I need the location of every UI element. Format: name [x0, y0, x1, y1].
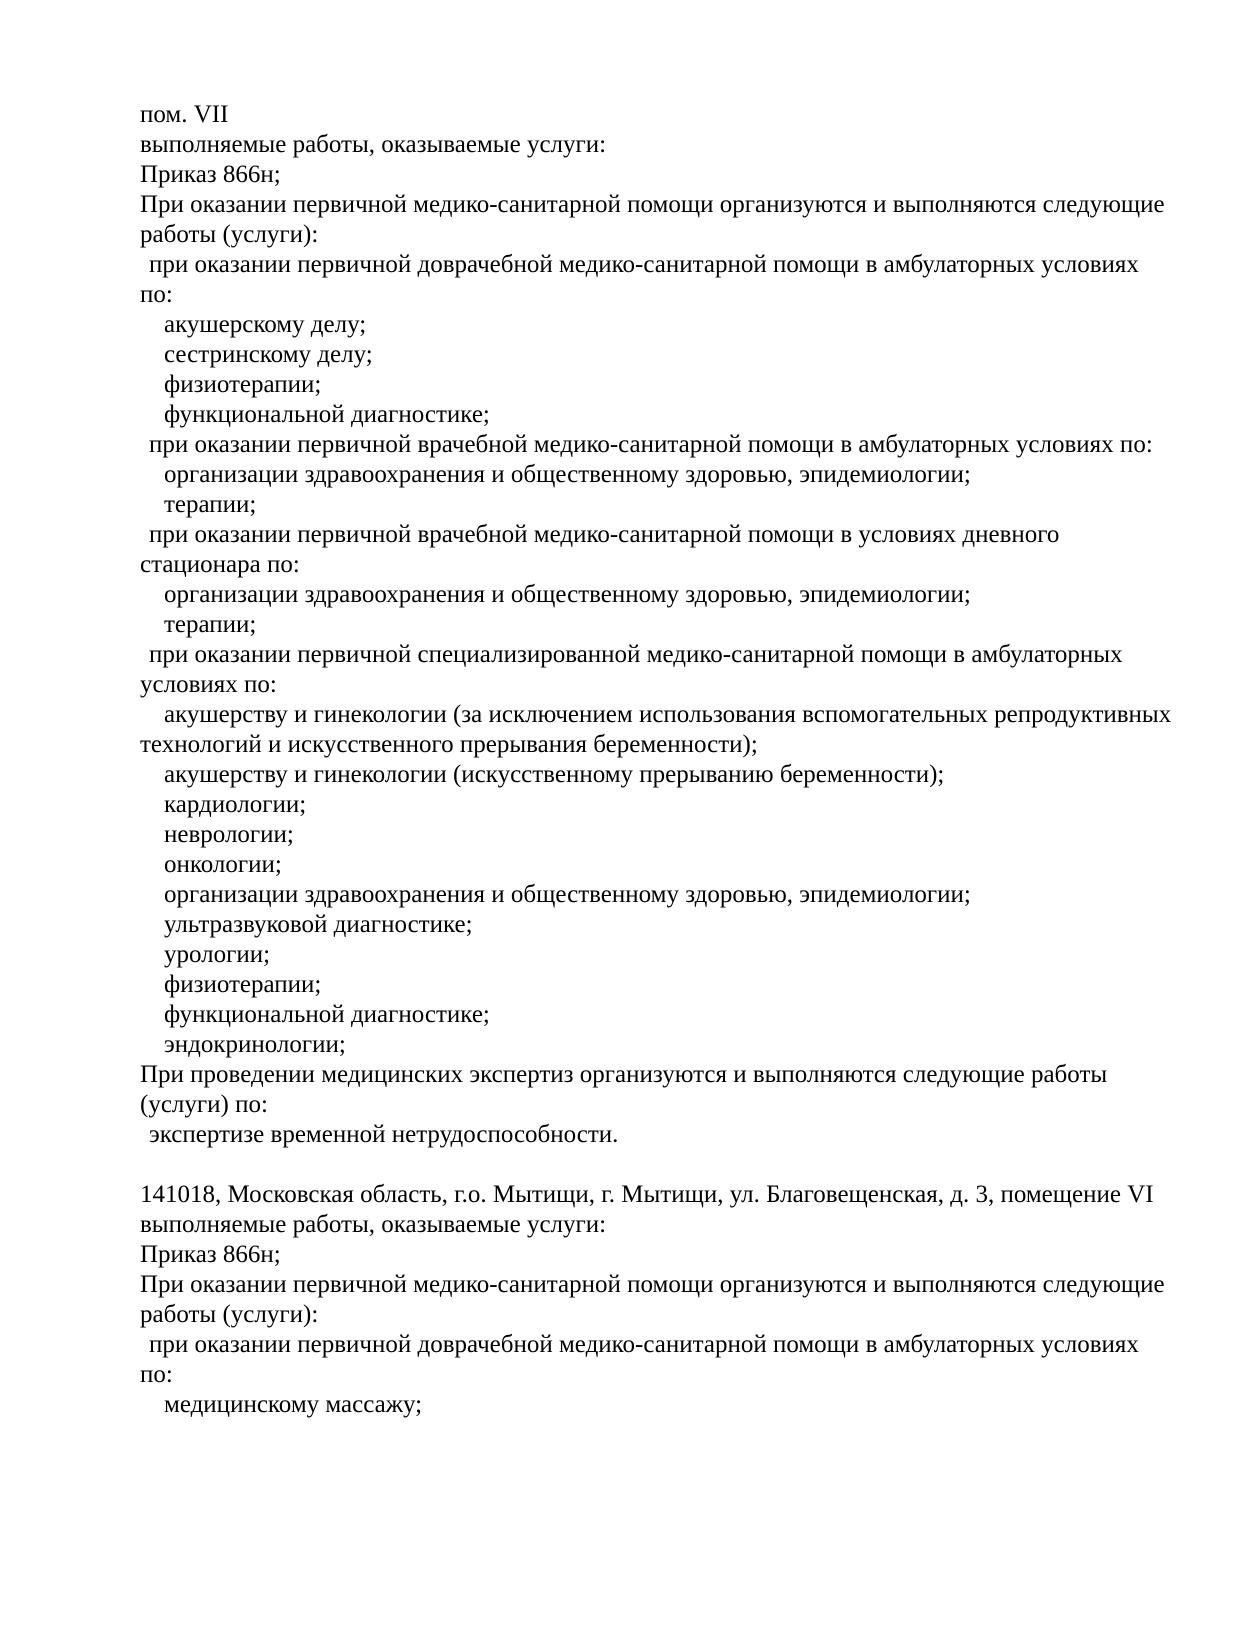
document-line: пом. VII — [140, 101, 229, 128]
document-line: условиях по: — [140, 671, 277, 698]
document-line: акушерству и гинекологии (за исключением использования вспомогательных репродуктивных — [164, 701, 1172, 728]
document-line: ультразвуковой диагностике; — [164, 911, 473, 938]
document-line: по: — [140, 1361, 173, 1388]
document-line: технологий и искусственного прерывания беременности); — [140, 731, 758, 758]
document-line: терапии; — [164, 491, 257, 518]
document-line: медицинскому массажу; — [164, 1391, 423, 1418]
document-line: кардиологии; — [164, 791, 307, 818]
document-section-premises-vii-services — [140, 100, 1200, 1150]
document-line: акушерскому делу; — [164, 311, 367, 338]
document-line: физиотерапии; — [164, 971, 322, 998]
document-line: выполняемые работы, оказываемые услуги: — [140, 131, 607, 158]
document-line: организации здравоохранения и общественному здоровью, эпидемиологии; — [164, 461, 971, 488]
document-line: экспертизе временной нетрудоспособности. — [149, 1121, 619, 1148]
document-line: эндокринологии; — [164, 1031, 346, 1058]
document-line: Приказ 866н; — [140, 161, 281, 188]
document-line: 141018, Московская область, г.о. Мытищи, г. Мытищи, ул. Благовещенская, д. 3, помещение VI — [140, 1181, 1154, 1208]
document-line: Приказ 866н; — [140, 1241, 281, 1268]
document-line: стационара по: — [140, 551, 300, 578]
document-line: неврологии; — [164, 821, 294, 848]
document-line: При оказании первичной медико-санитарной помощи организуются и выполняются следующие — [140, 1271, 1165, 1298]
document-line: работы (услуги): — [140, 221, 319, 248]
document-line: онкологии; — [164, 851, 282, 878]
document-line: сестринскому делу; — [164, 341, 373, 368]
document-content — [140, 100, 1200, 1420]
document-line: при оказании первичной доврачебной медико-санитарной помощи в амбулаторных условиях — [149, 251, 1139, 278]
document-line: при оказании первичной врачебной медико-санитарной помощи в амбулаторных условиях по: — [149, 431, 1153, 458]
document-line: При проведении медицинских экспертиз организуются и выполняются следующие работы — [140, 1061, 1108, 1088]
document-line: терапии; — [164, 611, 257, 638]
document-line: при оказании первичной доврачебной медико-санитарной помощи в амбулаторных условиях — [149, 1331, 1139, 1358]
document-line: работы (услуги): — [140, 1301, 319, 1328]
document-line: при оказании первичной специализированной медико-санитарной помощи в амбулаторных — [149, 641, 1123, 668]
document-line: функциональной диагностике; — [164, 401, 490, 428]
document-section-premises-vi-blagoveshchenskaya-services — [140, 1180, 1200, 1420]
document-line: урологии; — [164, 941, 271, 968]
document-line: акушерству и гинекологии (искусственному прерыванию беременности); — [164, 761, 945, 788]
document-line: при оказании первичной врачебной медико-санитарной помощи в условиях дневного — [149, 521, 1060, 548]
document-line: физиотерапии; — [164, 371, 322, 398]
document-line: функциональной диагностике; — [164, 1001, 490, 1028]
document-line: (услуги) по: — [140, 1091, 268, 1118]
document-line: организации здравоохранения и общественному здоровью, эпидемиологии; — [164, 581, 971, 608]
document-line: выполняемые работы, оказываемые услуги: — [140, 1211, 607, 1238]
document-line: по: — [140, 281, 173, 308]
document-line: организации здравоохранения и общественному здоровью, эпидемиологии; — [164, 881, 971, 908]
document-line: При оказании первичной медико-санитарной помощи организуются и выполняются следующие — [140, 191, 1165, 218]
